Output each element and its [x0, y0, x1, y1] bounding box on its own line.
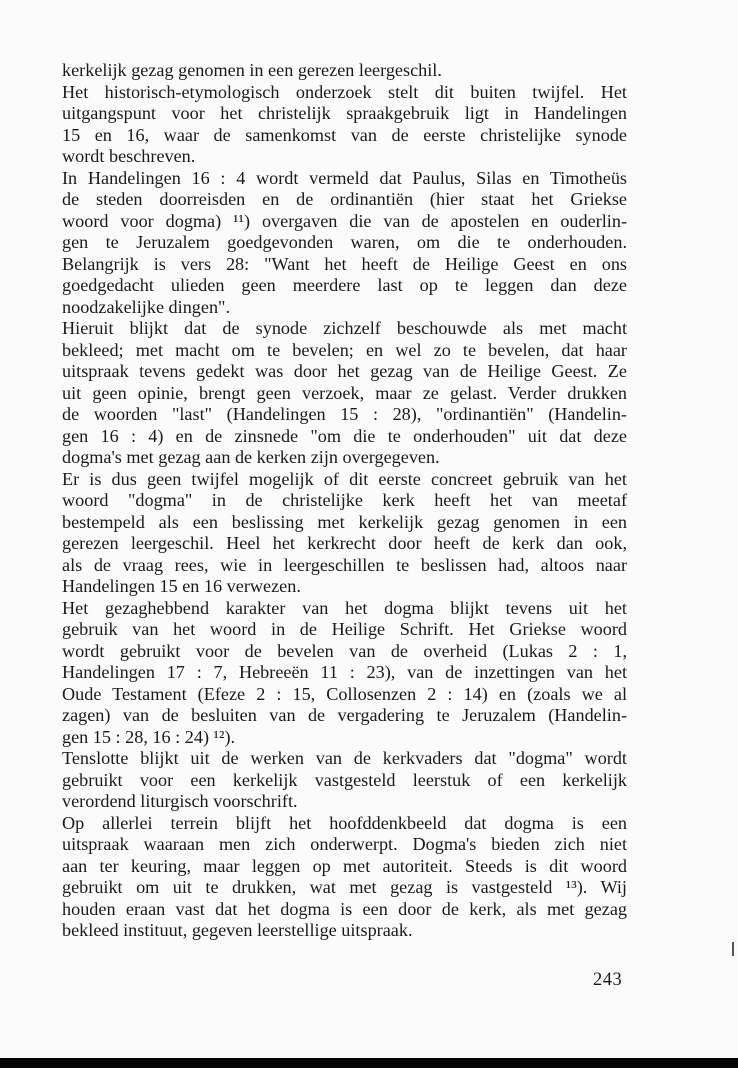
text-line: woord "dogma" in de christelijke kerk heeft het van meetaf [62, 490, 627, 510]
text-line: Handelingen 17 : 7, Hebreeën 11 : 23), van de inzettingen van het [62, 662, 627, 682]
text-line: Hieruit blijkt dat de synode zichzelf beschouwde als met macht [62, 318, 627, 338]
text-line: dogma's met gezag aan de kerken zijn overgegeven. [62, 447, 440, 467]
text-line: gen 16 : 4) en de zinsnede "om die te onderhouden" uit dat deze [62, 425, 627, 446]
text-line: de woorden "last" (Handelingen 15 : 28), "ordinantiën" (Handelin- [62, 404, 627, 424]
text-line: de steden doorreisden en de ordinantiën (hier staat het Griekse [62, 189, 627, 209]
text-line: woord voor dogma) ¹¹) overgaven die van de apostelen en ouderlin- [62, 210, 627, 231]
text-line: gerezen leergeschil. Heel het kerkrecht door heeft de kerk dan ook, [62, 533, 627, 553]
paragraph-3 [62, 168, 627, 319]
bottom-edge-bar [0, 1058, 738, 1068]
page-number: 243 [593, 970, 623, 990]
paragraph-1 [62, 60, 627, 82]
paragraph-6 [62, 598, 627, 749]
text-line: bekleed instituut, gegeven leerstellige uitspraak. [62, 920, 413, 940]
paragraph-4 [62, 318, 627, 469]
text-line: Het historisch-etymologisch onderzoek stelt dit buiten twijfel. Het [62, 81, 627, 102]
text-line: Op allerlei terrein blijft het hoofddenkbeeld dat dogma is een [62, 812, 627, 833]
text-line: zagen) van de besluiten van de vergadering te Jeruzalem (Handelin- [62, 705, 627, 725]
paragraph-8 [62, 813, 627, 942]
text-line: In Handelingen 16 : 4 wordt vermeld dat Paulus, Silas en Timotheüs [62, 167, 627, 188]
text-line: Tenslotte blijkt uit de werken van de kerkvaders dat "dogma" wordt [62, 748, 627, 768]
margin-mark [732, 942, 734, 956]
text-line: gebruikt voor een kerkelijk vastgesteld leerstuk of een kerkelijk [62, 769, 627, 790]
body-text [62, 60, 627, 942]
text-line: goedgedacht ulieden geen meerdere last op te leggen dan deze [62, 275, 627, 295]
text-line: Belangrijk is vers 28: "Want het heeft de Heilige Geest en ons [62, 253, 627, 274]
text-line: bekleed; met macht om te bevelen; en wel zo te bevelen, dat haar [62, 339, 627, 360]
text-line: gebruikt om uit te drukken, wat met gezag is vastgesteld ¹³). Wij [62, 877, 627, 897]
text-line: gen te Jeruzalem goedgevonden waren, om die te onderhouden. [62, 232, 627, 252]
text-line: gebruik van het woord in de Heilige Schrift. Het Griekse woord [62, 619, 627, 639]
text-line: aan ter keuring, maar leggen op met autoriteit. Steeds is dit woord [62, 855, 627, 876]
text-line: uit geen opinie, brengt geen verzoek, maar ze gelast. Verder drukken [62, 382, 627, 403]
text-line: uitspraak waaraan men zich onderwerpt. Dogma's bieden zich niet [62, 834, 627, 854]
text-line: kerkelijk gezag genomen in een gerezen leergeschil. [62, 60, 442, 80]
text-line: als de vraag rees, wie in leergeschillen te beslissen had, altoos naar [62, 554, 627, 575]
text-line: wordt beschreven. [62, 146, 196, 166]
text-line: houden eraan vast dat het dogma is een door de kerk, als met gezag [62, 898, 627, 919]
text-line: uitgangspunt voor het christelijk spraakgebruik ligt in Handelingen [62, 103, 627, 123]
text-line: wordt gebruikt voor de bevelen van de overheid (Lukas 2 : 1, [62, 640, 627, 661]
paragraph-7 [62, 748, 627, 813]
paragraph-5 [62, 469, 627, 598]
paragraph-2 [62, 82, 627, 168]
text-line: bestempeld als een beslissing met kerkelijk gezag genomen in een [62, 511, 627, 532]
text-line: Oude Testament (Efeze 2 : 15, Collosenzen 2 : 14) en (zoals we al [62, 683, 627, 704]
text-line: Er is dus geen twijfel mogelijk of dit eerste concreet gebruik van het [62, 468, 627, 489]
text-line: noodzakelijke dingen". [62, 296, 231, 317]
text-line: gen 15 : 28, 16 : 24) ¹²). [62, 726, 236, 747]
text-line: verordend liturgisch voorschrift. [62, 791, 298, 811]
text-line: Handelingen 15 en 16 verwezen. [62, 576, 301, 596]
text-line: uitspraak tevens gedekt was door het gezag van de Heilige Geest. Ze [62, 361, 627, 381]
text-line: Het gezaghebbend karakter van het dogma blijkt tevens uit het [62, 597, 627, 618]
text-line: 15 en 16, waar de samenkomst van de eerste christelijke synode [62, 124, 627, 145]
